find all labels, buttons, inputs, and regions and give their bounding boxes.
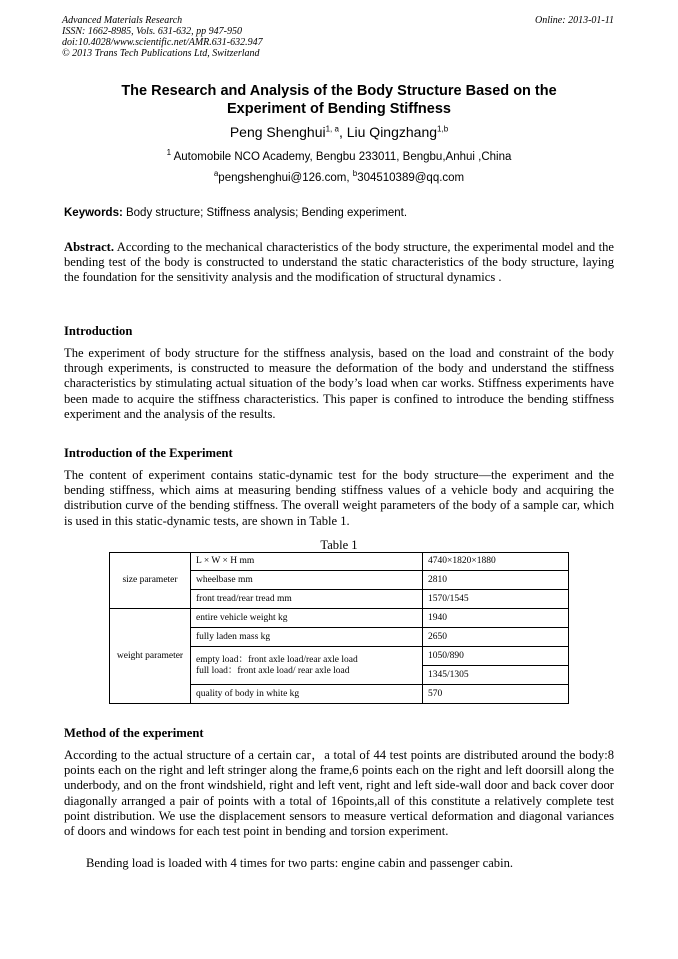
doi-line: doi:10.4028/www.scientific.net/AMR.631-632.947: [62, 37, 263, 48]
abstract: [64, 240, 614, 286]
table-caption: Table 1: [320, 538, 358, 552]
param-name: entire vehicle weight kg: [191, 609, 423, 628]
author-line: [64, 123, 614, 141]
param-name: front tread/rear tread mm: [191, 590, 423, 609]
method-paragraph: According to the actual structure of a certain car，a total of 44 test points are distributed around the body:8 points each on the right and left stringer along the frame,6 points each on the right and left doorsill along the underbody, and on the front windshield, right and left vent, right and left side-wall door and back cover door diagonally arranged a pair of points with a total of 16points,all of this constitute a relatively complete test point distribution. We use the displacement sensors to measure vertical deformation and diagonal variances of doors and windows for each test point in bending and torsion experiment.: [64, 748, 614, 839]
param-value: 570: [423, 685, 569, 704]
abstract-text: According to the mechanical characteristics of the body structure, the experimental model and the bending test of the body is constructed to understand the static characteristics of the body structure, laying the foundation for the sensitivity analysis and the modification of structural dynamics .: [64, 240, 614, 285]
intro-heading: Introduction: [64, 324, 133, 338]
copyright-line: © 2013 Trans Tech Publications Ltd, Switzerland: [62, 48, 260, 59]
param-name: quality of body in white kg: [191, 685, 423, 704]
table-row: [110, 609, 569, 628]
affiliation-sup: 1: [166, 148, 172, 158]
param-value: 2650: [423, 628, 569, 647]
param-name: L × W × H mm: [191, 553, 423, 571]
method-paragraph-2: Bending load is loaded with 4 times for two parts: engine cabin and passenger cabin.: [86, 856, 514, 870]
intro-paragraph: The experiment of body structure for the stiffness analysis, based on the load and constraint of the body through experiments, is constructed to measure the deformation of the body and understand the stiffness characteristics by stimulating actual situation of the body’s load when car works. Stiffness experiments have been made to acquire the stiffness characteristics. This paper is confined to introduce the bending stiffness experiment and the analysis of the results.: [64, 346, 614, 421]
param-name: fully laden mass kg: [191, 628, 423, 647]
email-a-sup: a: [213, 169, 219, 179]
experiment-heading: Introduction of the Experiment: [64, 446, 233, 460]
experiment-paragraph: The content of experiment contains static-dynamic test for the body structure—the experiment and the bending stiffness, which aims at measuring bending stiffness values of a vehicle body and acquiring the distribution curve of the bending stiffness. The overall weight parameters of the body of a sample car, which is used in this static-dynamic tests, are shown in Table 1.: [64, 468, 614, 528]
param-name: wheelbase mm: [191, 571, 423, 590]
issn-line: ISSN: 1662-8985, Vols. 631-632, pp 947-950: [62, 26, 242, 37]
param-value: 2810: [423, 571, 569, 590]
author-1-sup: 1, a: [325, 124, 339, 134]
author-separator: ,: [338, 124, 347, 140]
method-heading: Method of the experiment: [64, 726, 204, 740]
title-line-1: The Research and Analysis of the Body Structure Based on the: [121, 83, 557, 99]
journal-name: Advanced Materials Research: [62, 15, 183, 26]
affiliation: [64, 150, 614, 164]
param-value: 1050/890: [423, 647, 569, 666]
author-2-sup: 1,b: [437, 124, 449, 134]
journal-header: [62, 15, 263, 59]
author-1: Peng Shenghui: [229, 124, 326, 140]
email-a[interactable]: pengshenghui@126.com,: [218, 172, 353, 184]
size-group-cell: size parameter: [110, 553, 191, 609]
abstract-label: Abstract.: [64, 240, 115, 254]
affiliation-text: Automobile NCO Academy, Bengbu 233011, Bengbu,Anhui ,China: [173, 151, 512, 163]
parameter-table: [109, 552, 569, 704]
author-2: Liu Qingzhang: [346, 124, 438, 140]
email-line: [64, 171, 614, 185]
param-value: 1570/1545: [423, 590, 569, 609]
param-value: 1940: [423, 609, 569, 628]
param-name: empty load：front axle load/rear axle load: [196, 654, 358, 665]
param-name: full load：front axle load/ rear axle load: [196, 665, 350, 676]
param-value: 4740×1820×1880: [423, 553, 569, 571]
axle-load-cell: [191, 647, 423, 685]
paper-title: [64, 82, 614, 118]
email-b[interactable]: 304510389@qq.com: [357, 172, 465, 184]
table-row: [110, 553, 569, 571]
weight-group-cell: weight parameter: [110, 609, 191, 704]
keywords-label: Keywords:: [64, 207, 123, 219]
keywords: [64, 206, 614, 220]
email-b-sup: b: [352, 169, 358, 179]
param-value: 1345/1305: [423, 666, 569, 685]
keywords-text: Body structure; Stiffness analysis; Bending experiment.: [122, 207, 408, 219]
title-line-2: Experiment of Bending Stiffness: [227, 101, 451, 117]
online-date: Online: 2013-01-11: [535, 15, 614, 26]
